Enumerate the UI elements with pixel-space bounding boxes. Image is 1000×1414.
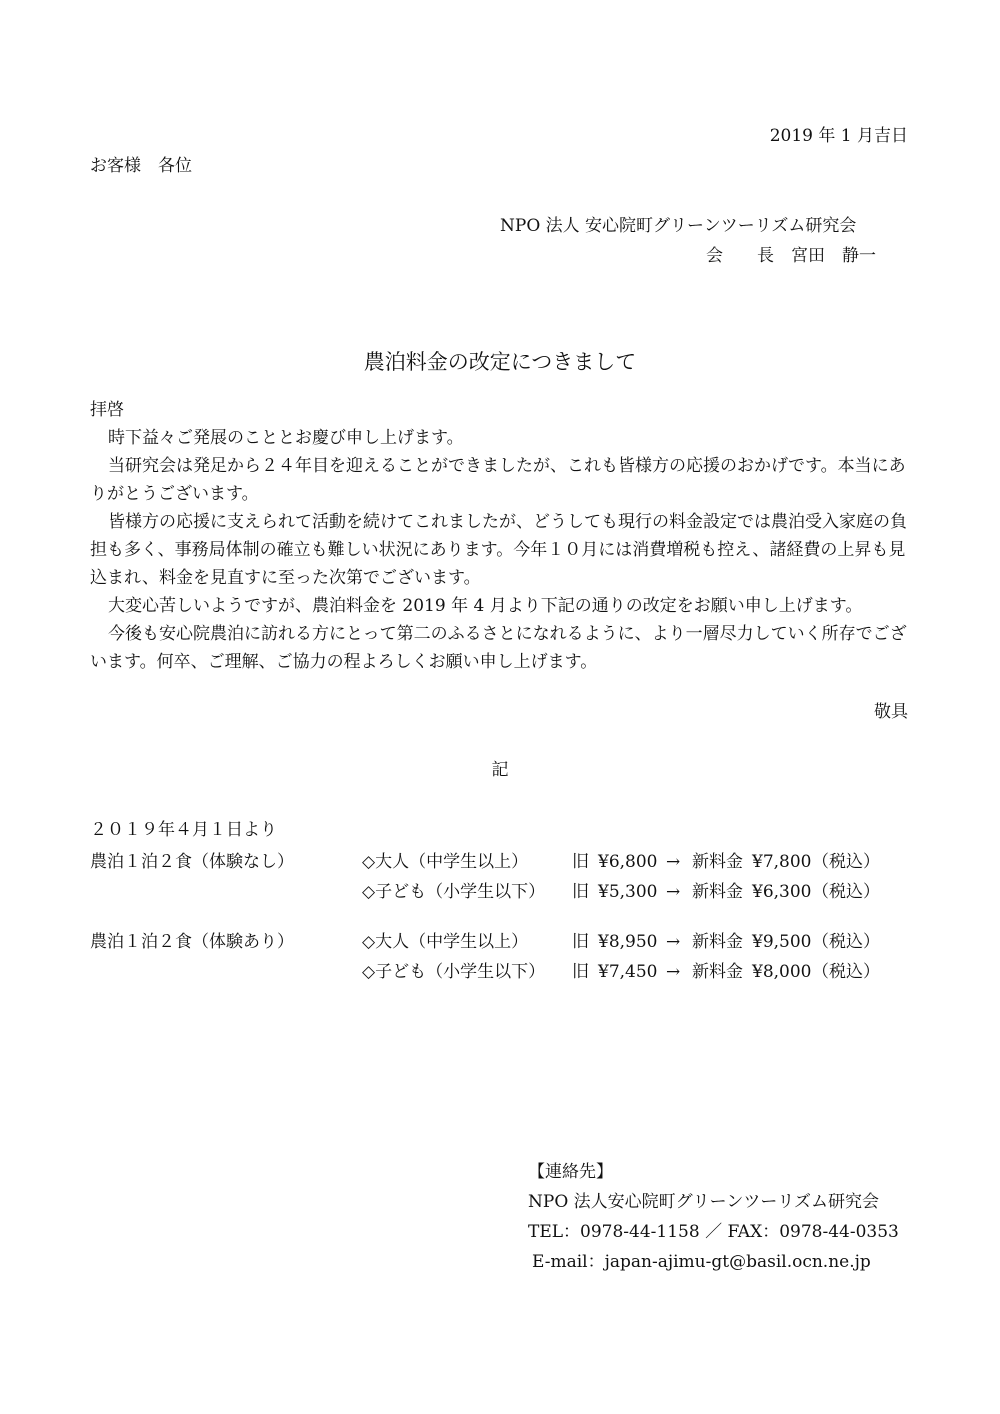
price-category: ◇子ども（小学生以下）: [362, 882, 546, 902]
contact-heading: 【連絡先】: [528, 1162, 613, 1182]
new-price: ¥7,800: [752, 852, 812, 872]
body-paragraph: 皆様方の応援に支えられて活動を続けてこれましたが、どうしても現行の料金設定では農泊受入家庭の負担も多く、事務局体制の確立も難しい状況にあります。今年１０月には消費増税も控え、諸経費の上昇も見込まれ、料金を見直すに至った次第でございます。: [90, 512, 907, 588]
price-category: ◇大人（中学生以上）: [362, 852, 529, 872]
ki-marker: 記: [491, 760, 509, 780]
old-label: 旧: [572, 962, 589, 982]
arrow-icon: →: [666, 882, 681, 902]
new-label: 新料金: [692, 932, 743, 952]
tax-note: （税込）: [812, 882, 880, 902]
price-category: ◇大人（中学生以上）: [362, 932, 529, 952]
new-label: 新料金: [692, 882, 743, 902]
subject-title: 農泊料金の改定につきまして: [363, 350, 637, 374]
tax-note: （税込）: [812, 852, 880, 872]
new-label: 新料金: [692, 852, 743, 872]
old-label: 旧: [572, 852, 589, 872]
old-label: 旧: [572, 882, 589, 902]
body-paragraph: 当研究会は発足から２４年目を迎えることができましたが、これも皆様方の応援のおかげです。本当にありがとうございます。: [90, 456, 906, 504]
sender-organization: NPO 法人 安心院町グリーンツーリズム研究会: [500, 216, 857, 236]
greeting: 拝啓: [90, 400, 124, 420]
effective-date: ２０１９年４月１日より: [90, 820, 277, 840]
old-label: 旧: [572, 932, 589, 952]
arrow-icon: →: [666, 852, 681, 872]
tax-note: （税込）: [812, 962, 880, 982]
old-price: ¥8,950: [598, 932, 658, 952]
new-label: 新料金: [692, 962, 743, 982]
recipient: お客様 各位: [90, 156, 192, 176]
new-price: ¥6,300: [752, 882, 812, 902]
old-price: ¥7,450: [598, 962, 658, 982]
arrow-icon: →: [666, 962, 681, 982]
contact-phone-fax: TEL：0978-44-1158 ／ FAX：0978-44-0353: [528, 1222, 899, 1242]
arrow-icon: →: [666, 932, 681, 952]
body-paragraph: 時下益々ご発展のこととお慶び申し上げます。: [108, 428, 464, 448]
old-price: ¥6,800: [598, 852, 658, 872]
tax-note: （税込）: [812, 932, 880, 952]
plan-name: 農泊１泊２食（体験なし）: [90, 852, 294, 872]
letter-body: [90, 424, 912, 676]
contact-organization: NPO 法人安心院町グリーンツーリズム研究会: [528, 1192, 879, 1212]
new-price: ¥8,000: [752, 962, 812, 982]
letter-date: 2019 年 1 月吉日: [769, 126, 908, 146]
closing: 敬具: [874, 702, 908, 722]
new-price: ¥9,500: [752, 932, 812, 952]
contact-email: E-mail：japan-ajimu-gt@basil.ocn.ne.jp: [532, 1252, 871, 1272]
sender-title-name: 会 長 宮田 静一: [706, 246, 876, 266]
body-paragraph: 大変心苦しいようですが、農泊料金を 2019 年 4 月より下記の通りの改定をお願い申し上げます。: [108, 596, 863, 616]
body-paragraph: 今後も安心院農泊に訪れる方にとって第二のふるさとになれるように、より一層尽力していく所存でございます。何卒、ご理解、ご協力の程よろしくお願い申し上げます。: [90, 624, 907, 672]
plan-name: 農泊１泊２食（体験あり）: [90, 932, 294, 952]
old-price: ¥5,300: [598, 882, 658, 902]
price-category: ◇子ども（小学生以下）: [362, 962, 546, 982]
